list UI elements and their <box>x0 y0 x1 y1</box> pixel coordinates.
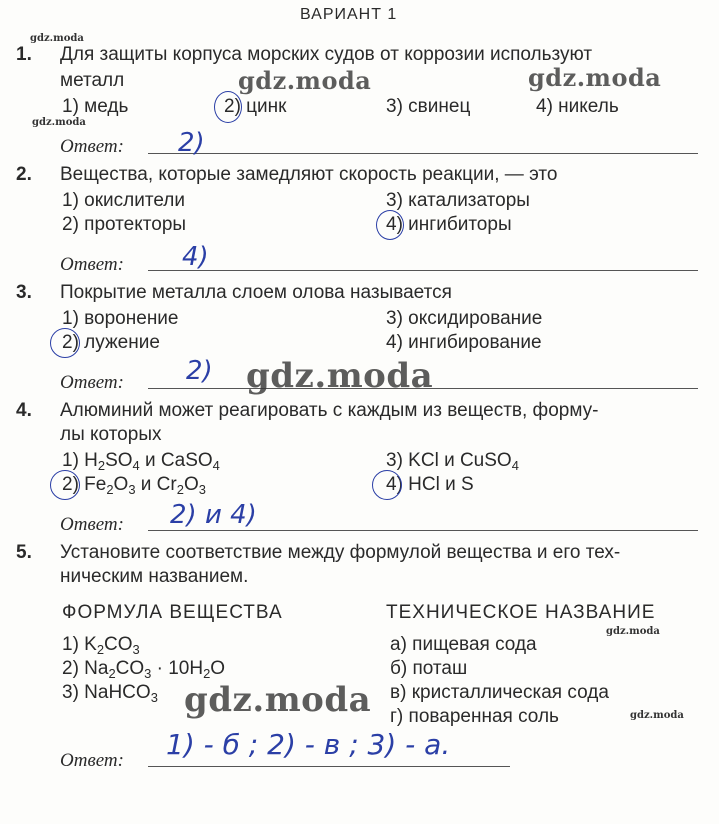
question-text: Для защиты корпуса морских судов от коррозии используют <box>60 44 593 65</box>
question-number: 4. <box>16 400 32 421</box>
question-number: 3. <box>16 282 32 303</box>
question-text: лы которых <box>60 424 162 445</box>
answer-line <box>148 153 698 154</box>
answer-circle <box>376 210 404 240</box>
name-item: в) кристаллическая сода <box>390 682 609 703</box>
option: 1) окислители <box>62 190 185 211</box>
question-text: Покрытие металла слоем олова называется <box>60 282 452 303</box>
option: 3) KCl и CuSO$_4$ <box>386 450 519 473</box>
watermark-small: gdz.moda <box>630 710 684 721</box>
handwritten-answer: 2) <box>178 128 205 158</box>
handwritten-answer: 1) - б ; 2) - в ; 3) - а. <box>166 728 451 761</box>
question-number: 2. <box>16 164 32 185</box>
formula-item: 1) $K_2CO_3$ <box>62 634 140 657</box>
question-text: Алюминий может реагировать с каждым из веществ, форму- <box>60 400 599 421</box>
variant-title: ВАРИАНТ 1 <box>300 6 398 23</box>
answer-line <box>148 766 510 767</box>
answer-circle <box>372 470 402 500</box>
handwritten-answer: 4) <box>182 242 209 272</box>
question-text: металл <box>60 70 125 91</box>
answer-label: Ответ: <box>60 254 124 275</box>
answer-circle <box>50 470 80 500</box>
question-number: 5. <box>16 542 32 563</box>
column-header-formula: ФОРМУЛА ВЕЩЕСТВА <box>62 602 283 623</box>
answer-circle <box>214 91 242 123</box>
watermark: gdz.moda <box>528 63 662 92</box>
watermark: gdz.moda <box>238 66 372 95</box>
watermark: gdz.moda <box>184 680 372 720</box>
option: 2) протекторы <box>62 214 187 235</box>
answer-line <box>148 530 698 531</box>
formula-item: 3) NaHCO$_3$ <box>62 682 158 705</box>
question-text: ническим названием. <box>60 566 249 587</box>
handwritten-answer: 2) <box>186 356 213 386</box>
question-number: 1. <box>16 44 32 65</box>
option: 2) цинк <box>224 96 287 117</box>
option: 4) ингибирование <box>386 332 542 353</box>
answer-line <box>148 270 698 271</box>
column-header-name: ТЕХНИЧЕСКОЕ НАЗВАНИЕ <box>386 602 656 623</box>
option: 4) HCl и S <box>386 474 474 495</box>
watermark: gdz.moda <box>246 356 434 396</box>
handwritten-answer: 2) и 4) <box>170 500 257 530</box>
answer-label: Ответ: <box>60 514 124 535</box>
watermark-small: gdz.moda <box>30 33 84 44</box>
formula-item: 2) $Na_2CO_3 \cdot 10H_2O$ <box>62 658 226 681</box>
option: 1) воронение <box>62 308 179 329</box>
answer-circle <box>50 328 80 358</box>
watermark-small: gdz.moda <box>32 117 86 128</box>
option: 2) $Fe_2O_3$ и $Cr_2O_3$ <box>62 474 206 497</box>
option: 1) $H_2SO_4$ и CaSO$_4$ <box>62 450 220 473</box>
answer-label: Ответ: <box>60 136 124 157</box>
answer-label: Ответ: <box>60 372 124 393</box>
option: 1) медь <box>62 96 129 117</box>
option: 3) свинец <box>386 96 471 117</box>
watermark-small: gdz.moda <box>606 626 660 637</box>
option: 3) оксидирование <box>386 308 543 329</box>
option: 4) никель <box>536 96 619 117</box>
question-text: Вещества, которые замедляют скорость реакции, — это <box>60 164 558 185</box>
answer-label: Ответ: <box>60 750 124 771</box>
option: 2) лужение <box>62 332 160 353</box>
question-text: Установите соответствие между формулой вещества и его тех- <box>60 542 621 563</box>
option: 4) ингибиторы <box>386 214 512 235</box>
name-item: г) поваренная соль <box>390 706 559 727</box>
name-item: б) поташ <box>390 658 468 679</box>
option: 3) катализаторы <box>386 190 530 211</box>
name-item: а) пищевая сода <box>390 634 537 655</box>
